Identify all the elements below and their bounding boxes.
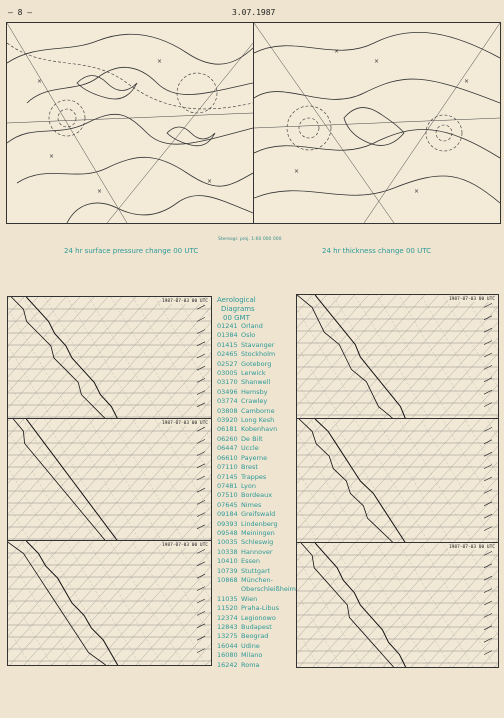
station-name: Bordeaux	[241, 491, 273, 500]
aerological-title-line: 00 GMT	[223, 314, 250, 322]
svg-text:×: ×	[97, 188, 103, 195]
station-item	[217, 548, 296, 557]
station-id: 11035	[217, 594, 238, 603]
station-id: 11520	[217, 604, 238, 613]
station-id: 03170	[217, 378, 238, 387]
station-item	[217, 369, 296, 378]
station-name: Stockholm	[241, 350, 276, 359]
map-scale-note: Stereogr. proj. 1:60 000 000	[218, 237, 282, 242]
station-name: Shanwell	[241, 378, 271, 387]
station-id: 02527	[217, 359, 238, 368]
aerological-diagram-right-mid	[296, 418, 499, 544]
station-name: Greifswald	[241, 510, 276, 519]
station-name: Stuttgart	[241, 566, 271, 575]
page-date: 3.07.1987	[232, 8, 276, 17]
station-name: Budapest	[241, 623, 272, 631]
station-id: 06447	[217, 444, 238, 453]
station-id: 01241	[217, 322, 238, 330]
station-item	[217, 341, 296, 350]
station-item	[217, 604, 296, 613]
station-item	[217, 416, 296, 425]
station-item	[217, 482, 296, 491]
station-id: 10868	[217, 575, 238, 584]
station-name: Wien	[241, 594, 258, 603]
station-item	[217, 425, 296, 434]
surface-pressure-caption: 24 hr surface pressure change 00 UTC	[64, 247, 199, 255]
station-name: Hemsby	[241, 387, 268, 396]
aerological-diagram-left-top	[7, 296, 212, 420]
svg-text:×: ×	[464, 78, 470, 85]
aerological-title-line: Diagrams	[221, 305, 255, 313]
station-name: Meiningen	[241, 528, 275, 537]
station-item	[217, 435, 296, 444]
station-name: Schleswig	[241, 538, 274, 547]
station-name: Payerne	[241, 453, 268, 462]
aerological-diagram-right-top	[296, 294, 499, 420]
station-item	[217, 491, 296, 500]
station-item	[217, 331, 296, 340]
station-name: Beograd	[241, 632, 269, 641]
station-name: Kobenhavn	[241, 425, 278, 434]
svg-text:×: ×	[157, 58, 163, 65]
svg-text:×: ×	[207, 178, 213, 185]
aerological-diagram-right-bottom	[296, 542, 499, 668]
aerological-diagram-left-bottom	[7, 540, 212, 666]
station-item	[217, 651, 296, 660]
station-name: München-	[241, 575, 274, 584]
station-item	[217, 529, 296, 538]
station-id: 12374	[217, 613, 238, 622]
station-item	[217, 501, 296, 510]
station-id: 09184	[217, 510, 238, 519]
station-list	[217, 322, 296, 670]
station-id: 06181	[217, 425, 238, 434]
station-name: Lerwick	[241, 369, 266, 378]
station-name: Lyon	[241, 481, 256, 490]
station-item	[217, 538, 296, 547]
station-item	[217, 322, 296, 331]
station-name: De Bilt	[241, 434, 263, 443]
station-item	[217, 407, 296, 416]
station-id: 12843	[217, 623, 238, 631]
station-item	[217, 585, 296, 594]
station-id: 03920	[217, 416, 238, 425]
station-item	[217, 454, 296, 463]
thickness-caption: 24 hr thickness change 00 UTC	[322, 247, 431, 255]
station-name: Goteborg	[241, 359, 272, 368]
aerological-title-line: Aerological	[217, 296, 256, 304]
station-name: Oberschleißheim	[241, 585, 296, 594]
svg-text:×: ×	[294, 168, 300, 175]
station-name: Praha-Libus	[241, 604, 279, 613]
station-name: Brest	[241, 463, 258, 472]
station-item	[217, 576, 296, 585]
diagram-stamp: 1987-07-03 00 UTC	[161, 421, 208, 426]
station-id: 03774	[217, 397, 238, 406]
station-item	[217, 567, 296, 576]
station-item	[217, 614, 296, 623]
station-id: 10739	[217, 566, 238, 575]
station-item	[217, 397, 296, 406]
page-number: – 8 –	[8, 8, 33, 17]
station-name: Orland	[241, 322, 263, 330]
station-item	[217, 360, 296, 369]
station-item	[217, 520, 296, 529]
station-name: Crawley	[241, 397, 268, 406]
station-name: Essen	[241, 557, 260, 566]
station-id: 01384	[217, 331, 238, 340]
station-id: 06260	[217, 434, 238, 443]
station-id: 09393	[217, 519, 238, 528]
station-id: 01415	[217, 340, 238, 349]
station-name: Camborne	[241, 406, 275, 415]
station-id: 13275	[217, 632, 238, 641]
station-id: 07645	[217, 500, 238, 509]
station-item	[217, 557, 296, 566]
station-id: 02465	[217, 350, 238, 359]
station-id: 07510	[217, 491, 238, 500]
diagram-stamp: 1987-07-03 00 UTC	[161, 299, 208, 304]
station-id: 16044	[217, 641, 238, 650]
station-id: 03496	[217, 387, 238, 396]
station-item	[217, 388, 296, 397]
station-name: Oslo	[241, 331, 256, 340]
station-item	[217, 595, 296, 604]
station-id: 03005	[217, 369, 238, 378]
station-item	[217, 510, 296, 519]
svg-text:×: ×	[414, 188, 420, 195]
station-item	[217, 642, 296, 651]
station-id: 03808	[217, 406, 238, 415]
station-id: 16080	[217, 651, 238, 660]
station-item	[217, 473, 296, 482]
station-id: 10035	[217, 538, 238, 547]
thickness-change-map	[253, 22, 501, 224]
station-name: Roma	[241, 660, 260, 669]
station-item	[217, 661, 296, 670]
station-id: 16242	[217, 660, 238, 669]
station-item	[217, 632, 296, 641]
svg-text:×: ×	[374, 58, 380, 65]
diagram-stamp: 1987-07-03 00 UTC	[448, 545, 495, 550]
station-id: 06610	[217, 453, 238, 462]
station-item	[217, 444, 296, 453]
station-name: Udine	[241, 641, 260, 650]
station-id: 10410	[217, 557, 238, 566]
station-id: 07110	[217, 463, 238, 472]
station-item	[217, 378, 296, 387]
station-name: Long Kesh	[241, 416, 275, 425]
station-name: Lindenberg	[241, 519, 278, 528]
station-id: 10338	[217, 547, 238, 556]
station-item	[217, 350, 296, 359]
station-name: Hannover	[241, 547, 273, 556]
station-item	[217, 623, 296, 632]
station-id: 07481	[217, 481, 238, 490]
svg-text:×: ×	[49, 153, 55, 160]
station-name: Stavanger	[241, 340, 275, 349]
station-id: 07145	[217, 472, 238, 481]
svg-text:×: ×	[334, 48, 340, 55]
station-name: Legionowo	[241, 613, 276, 622]
station-name: Trappes	[241, 472, 267, 481]
station-name: Uccle	[241, 444, 259, 453]
station-name: Nimes	[241, 500, 262, 509]
station-name: Milano	[241, 651, 263, 660]
svg-text:×: ×	[37, 78, 43, 85]
station-item	[217, 463, 296, 472]
diagram-stamp: 1987-07-03 00 UTC	[448, 297, 495, 302]
surface-pressure-change-map	[6, 22, 254, 224]
aerological-title	[217, 296, 256, 323]
station-id: 09548	[217, 528, 238, 537]
diagram-stamp: 1987-07-03 00 UTC	[161, 543, 208, 548]
aerological-diagram-left-mid	[7, 418, 212, 542]
